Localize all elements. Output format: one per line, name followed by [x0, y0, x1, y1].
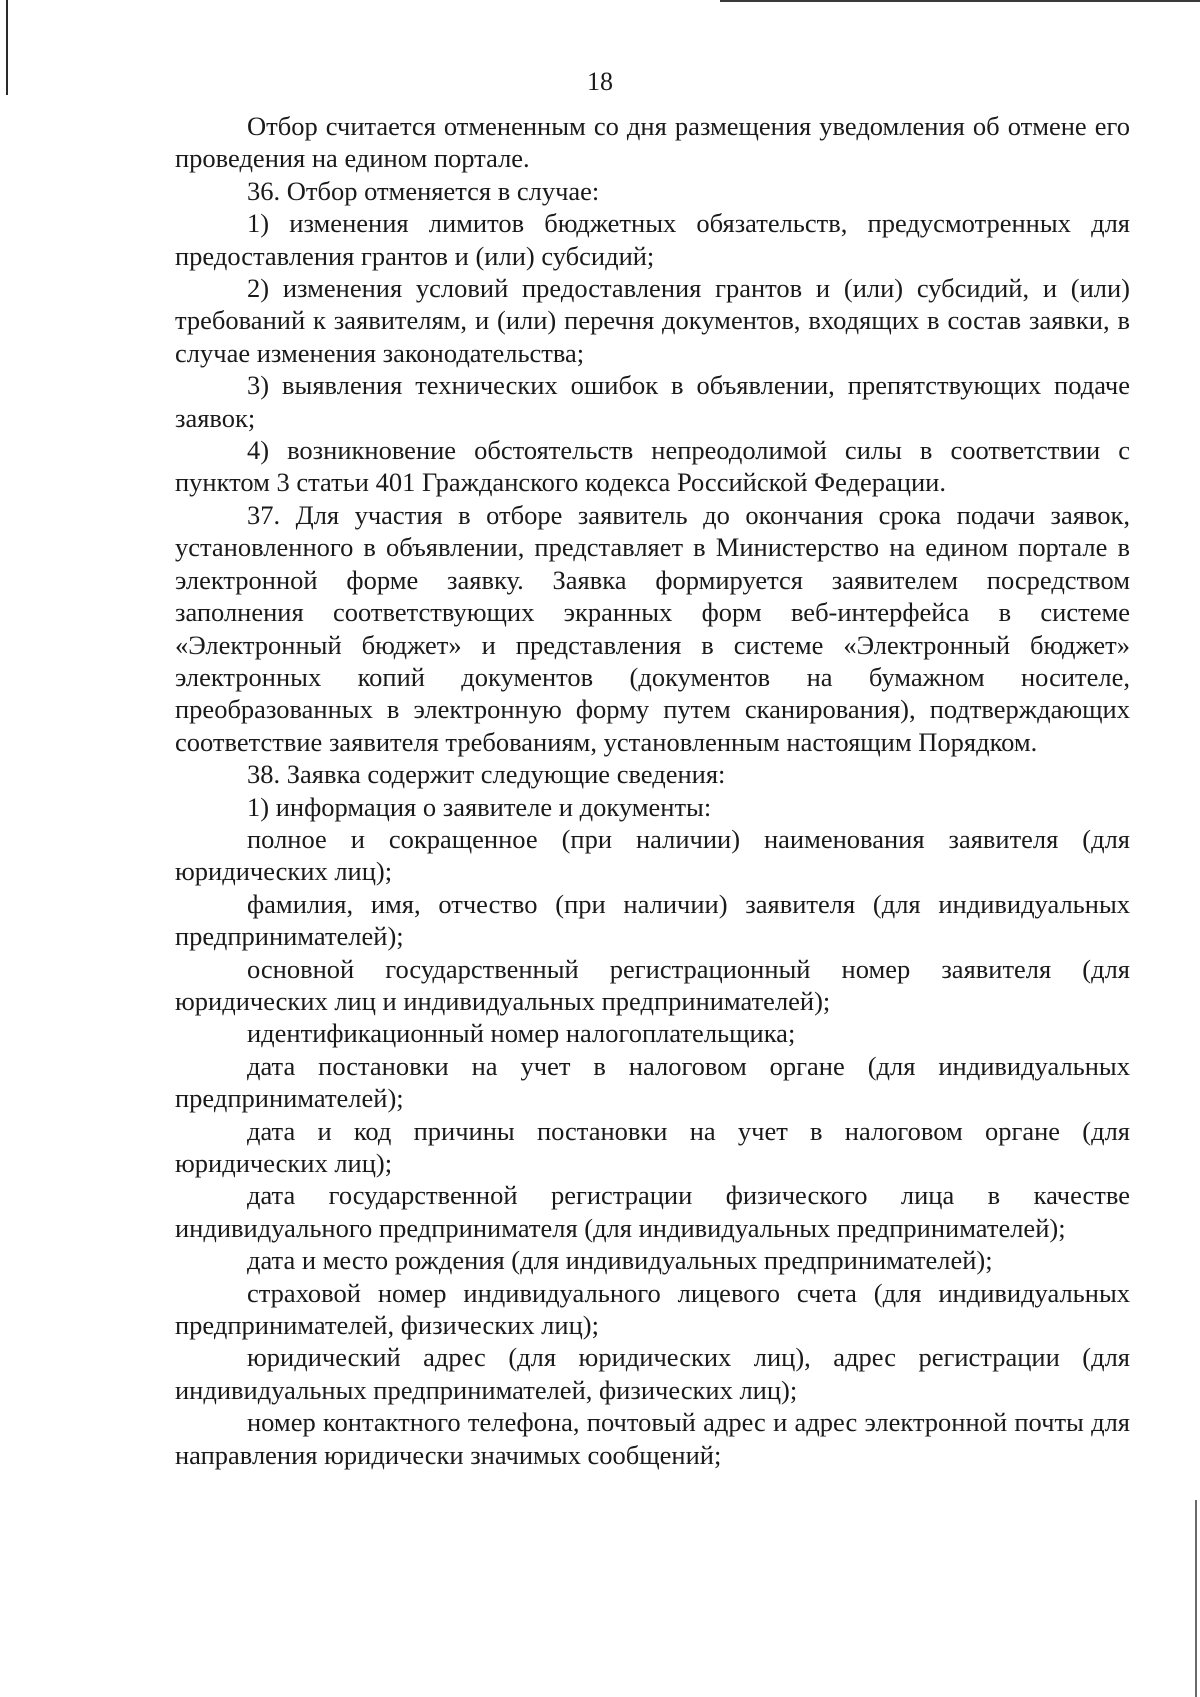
list-item-address: юридический адрес (для юридических лиц), адрес регистрации (для индивидуальных предпринимателей, физических лиц);: [175, 1342, 1130, 1405]
page-number: 18: [587, 67, 613, 96]
paragraph-36-heading: 36. Отбор отменяется в случае:: [247, 175, 600, 206]
paragraph-36-item-3: 3) выявления технических ошибок в объявлении, препятствующих подаче заявок;: [175, 370, 1130, 433]
paragraph-38-heading: 38. Заявка содержит следующие сведения:: [247, 759, 726, 790]
document-body: [175, 110, 1130, 1471]
list-item-ogrn: основной государственный регистрационный номер заявителя (для юридических лиц и индивидуальных предпринимателей);: [175, 953, 1130, 1016]
list-item-contacts: номер контактного телефона, почтовый адрес и адрес электронной почты для направления юридически значимых сообщений;: [175, 1407, 1130, 1470]
paragraph-cancellation-date: Отбор считается отмененным со дня размещения уведомления об отмене его проведения на едином портале.: [175, 111, 1130, 174]
list-item-snils: страховой номер индивидуального лицевого счета (для индивидуальных предпринимателей, физических лиц);: [175, 1277, 1130, 1341]
list-item-tax-registration-date: дата постановки на учет в налоговом органе (для индивидуальных предпринимателей);: [175, 1050, 1130, 1114]
scan-edge-right: [1195, 1500, 1197, 1697]
list-item-birth-date-place: дата и место рождения (для индивидуальных предпринимателей);: [247, 1245, 993, 1276]
list-item-state-registration-date: дата государственной регистрации физического лица в качестве индивидуального предпринимателя (для индивидуальных предпринимателей);: [175, 1180, 1130, 1243]
list-item-kpp: дата и код причины постановки на учет в налоговом органе (для юридических лиц);: [175, 1115, 1130, 1178]
paragraph-38-item-1: 1) информация о заявителе и документы:: [247, 791, 712, 822]
list-item-inn: идентификационный номер налогоплательщика;: [247, 1018, 796, 1049]
scan-edge-top: [720, 0, 1200, 2]
list-item-fio: фамилия, имя, отчество (при наличии) заявителя (для индивидуальных предпринимателей);: [175, 888, 1130, 952]
list-item-full-name: полное и сокращенное (при наличии) наименования заявителя (для юридических лиц);: [175, 823, 1130, 887]
paragraph-36-item-4: 4) возникновение обстоятельств непреодолимой силы в соответствии с пунктом 3 статьи 401 Гражданского кодекса Российской Федерации.: [175, 435, 1130, 498]
paragraph-37: 37. Для участия в отборе заявитель до окончания срока подачи заявок, установленного в объявлении, представляет в Министерство на едином портале в электронной форме заявку. Заявка формируется заявителем посредством заполнения соответствующих экранных форм веб-интерфейса в системе «Электронный бюджет» и представления в системе «Электронный бюджет» электронных копий документов (документов на бумажном носителе, преобразованных в электронную форму путем сканирования), подтверждающих соответствие заявителя требованиям, установленным настоящим Порядком.: [175, 499, 1130, 757]
paragraph-36-item-1: 1) изменения лимитов бюджетных обязательств, предусмотренных для предоставления грантов и (или) субсидий;: [175, 208, 1130, 271]
paragraph-36-item-2: 2) изменения условий предоставления грантов и (или) субсидий, и (или) требований к заявителям, и (или) перечня документов, входящих в состав заявки, в случае изменения законодательства;: [175, 273, 1130, 368]
